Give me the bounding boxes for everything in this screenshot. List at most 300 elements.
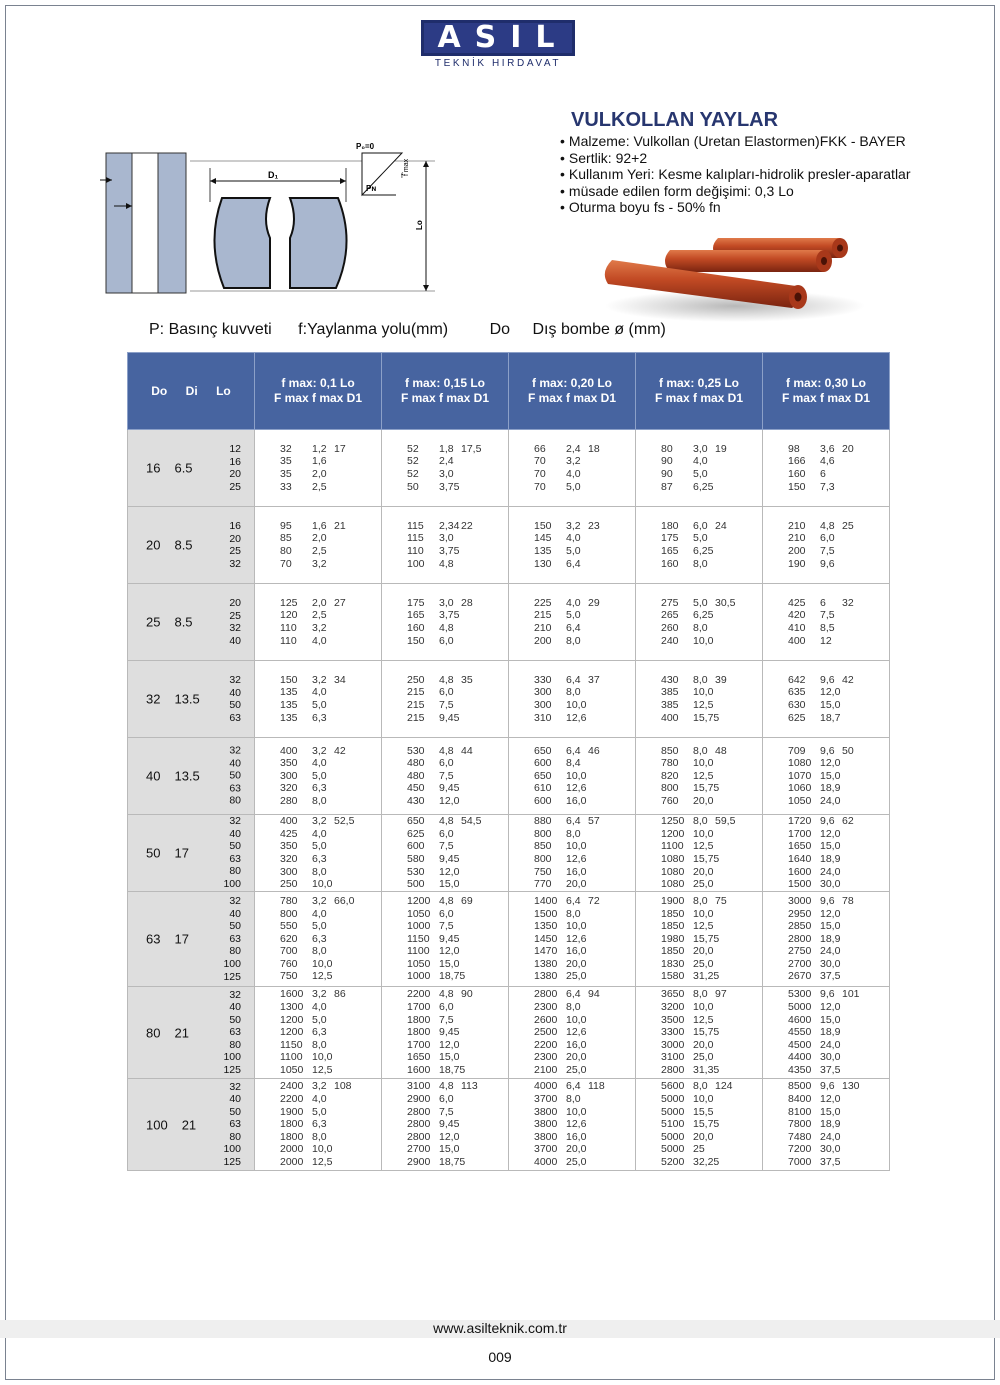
force-value: 2400	[280, 1080, 304, 1093]
value-cell	[509, 738, 636, 815]
force-value: 175	[407, 596, 425, 609]
deflection-value: 9,45	[439, 853, 460, 865]
force-value: 110	[280, 634, 297, 647]
deflection-value: 6,0	[439, 827, 454, 840]
value-row	[788, 895, 889, 908]
value-row	[280, 840, 381, 853]
value-row	[788, 815, 889, 828]
value-row	[661, 1118, 762, 1131]
force-value: 620	[280, 932, 298, 945]
force-value: 160	[661, 557, 679, 570]
dimension-cell	[128, 738, 255, 815]
force-value: 1400	[534, 894, 558, 907]
lo-value: 32	[229, 815, 241, 828]
force-value: 2700	[788, 957, 812, 970]
value-row	[407, 520, 508, 533]
value-row	[534, 782, 635, 795]
deflection-value: 18,9	[820, 1118, 841, 1131]
deflection-value: 12,5	[693, 769, 714, 782]
product-photo	[600, 228, 870, 323]
value-list	[382, 895, 508, 983]
force-value: 110	[280, 622, 297, 634]
force-value: 350	[280, 840, 298, 853]
value-row	[407, 895, 508, 908]
deflection-value: 4,0	[693, 455, 708, 468]
d1-value: 54,5	[461, 815, 482, 828]
deflection-value: 6,3	[312, 1026, 327, 1039]
force-value: 650	[534, 744, 552, 757]
force-value: 1500	[788, 878, 812, 891]
force-value: 70	[534, 455, 546, 468]
deflection-value: 6,25	[693, 609, 714, 622]
deflection-value: 6,4	[566, 622, 581, 634]
value-cell	[255, 584, 382, 661]
d1-value: 57	[588, 815, 600, 828]
deflection-value: 30,0	[820, 878, 841, 891]
deflection-value: 12,0	[439, 1130, 460, 1143]
d1-value: 94	[588, 988, 600, 1001]
value-row	[407, 1014, 508, 1027]
lo-value: 50	[229, 840, 241, 853]
force-value: 215	[534, 609, 552, 622]
value-list	[255, 815, 381, 891]
deflection-value: 3,0	[693, 442, 708, 455]
deflection-value: 20,0	[693, 945, 714, 958]
force-value: 225	[534, 596, 552, 609]
force-value: 70	[534, 480, 546, 493]
deflection-value: 12,5	[693, 1013, 714, 1026]
force-value: 165	[661, 545, 679, 557]
force-value: 1700	[407, 1038, 431, 1051]
value-cell	[509, 584, 636, 661]
force-value: 135	[280, 686, 298, 699]
force-value: 66	[534, 442, 546, 455]
d1-value: 66,0	[334, 894, 355, 907]
deflection-value: 3,2	[312, 622, 327, 634]
value-row	[534, 1156, 635, 1169]
value-row	[534, 795, 635, 808]
value-row	[661, 840, 762, 853]
force-value: 280	[280, 794, 298, 807]
value-row	[661, 597, 762, 610]
value-row	[661, 532, 762, 545]
deflection-value: 9,45	[439, 1026, 460, 1039]
force-value: 3000	[661, 1038, 685, 1051]
value-row	[407, 622, 508, 635]
force-value: 4000	[534, 1080, 558, 1093]
force-value: 1100	[407, 945, 430, 958]
deflection-value: 31,25	[693, 970, 720, 983]
deflection-value: 4,0	[566, 532, 581, 545]
deflection-value: 15,0	[439, 1051, 460, 1064]
do-value: 16	[146, 460, 161, 476]
value-row	[407, 1093, 508, 1106]
deflection-value: 2,5	[312, 480, 327, 493]
deflection-value: 16,0	[566, 1038, 587, 1051]
header-fmax-ratio: f max: 0,15 Lo	[404, 376, 486, 390]
deflection-value: 15,75	[693, 932, 720, 945]
value-row	[407, 481, 508, 494]
deflection-value: 2,5	[312, 545, 327, 557]
force-value: 215	[407, 699, 425, 711]
value-row	[661, 828, 762, 841]
force-value: 1600	[407, 1063, 431, 1076]
force-value: 4500	[788, 1038, 812, 1051]
force-value: 450	[407, 782, 425, 795]
force-value: 80	[661, 442, 673, 455]
deflection-value: 10,0	[566, 920, 587, 933]
deflection-value: 9,6	[820, 673, 835, 686]
force-value: 3300	[661, 1026, 685, 1039]
force-value: 425	[280, 827, 298, 840]
d1-value: 37	[588, 673, 600, 686]
lo-value: 63	[229, 1118, 241, 1131]
deflection-value: 4,8	[439, 744, 454, 757]
table-row	[128, 815, 890, 892]
do-di-values	[146, 692, 200, 707]
value-row	[534, 558, 635, 571]
force-value: 115	[407, 532, 424, 545]
force-value: 3650	[661, 988, 685, 1001]
force-value: 1800	[280, 1118, 304, 1131]
value-row	[534, 908, 635, 921]
lo-value: 125	[223, 1155, 241, 1168]
deflection-value: 12,0	[439, 865, 460, 878]
force-value: 300	[280, 865, 298, 878]
value-cell	[382, 738, 509, 815]
deflection-value: 15,75	[693, 1026, 720, 1039]
value-list	[763, 1080, 889, 1168]
deflection-value: 18,7	[820, 711, 841, 724]
do-value: 40	[146, 768, 161, 784]
center-rod	[132, 153, 158, 293]
force-value: 2750	[788, 945, 812, 958]
force-value: 1150	[280, 1038, 303, 1051]
deflection-value: 4,8	[439, 894, 454, 907]
dimension-cell	[128, 584, 255, 661]
di-value: 17	[174, 845, 189, 861]
value-row	[407, 745, 508, 758]
dimension-headers	[128, 384, 254, 399]
force-value: 750	[534, 865, 552, 878]
deflection-value: 3,75	[439, 480, 460, 493]
deflection-value: 3,6	[820, 442, 835, 455]
value-row	[280, 908, 381, 921]
legend-deflection: f:Yaylanma yolu(mm)	[298, 321, 449, 338]
deflection-value: 12,5	[693, 920, 714, 933]
value-row	[407, 920, 508, 933]
value-row	[280, 532, 381, 545]
force-value: 320	[280, 853, 298, 865]
deflection-value: 15,0	[820, 699, 841, 711]
header-value-labels: F max f max D1	[273, 391, 363, 405]
force-value: 98	[788, 442, 800, 455]
value-row	[280, 1106, 381, 1119]
force-value: 2800	[661, 1063, 685, 1076]
force-value: 300	[534, 686, 552, 699]
value-list	[636, 674, 762, 724]
d1-value: 46	[588, 744, 600, 757]
deflection-value: 4,8	[439, 815, 454, 828]
value-row	[407, 635, 508, 648]
force-value: 1580	[661, 970, 685, 983]
deflection-value: 6,3	[312, 711, 327, 724]
deflection-value: 4,8	[820, 519, 835, 532]
value-list	[636, 597, 762, 647]
force-value: 250	[280, 878, 298, 891]
value-row	[788, 988, 889, 1001]
d1-value: 27	[334, 596, 346, 609]
deflection-value: 5,0	[312, 1013, 327, 1026]
value-row	[280, 699, 381, 712]
force-value: 35	[280, 468, 292, 480]
value-row	[280, 920, 381, 933]
value-row	[661, 455, 762, 468]
value-row	[407, 443, 508, 456]
deflection-value: 1,2	[312, 442, 327, 455]
deflection-value: 6,0	[693, 519, 708, 532]
deflection-value: 12,0	[820, 827, 841, 840]
force-value: 3700	[534, 1093, 558, 1106]
value-row	[407, 970, 508, 983]
force-value: 2800	[407, 1105, 431, 1118]
value-row	[788, 920, 889, 933]
value-row	[534, 895, 635, 908]
value-row	[534, 1131, 635, 1144]
deflection-value: 10,0	[566, 1013, 587, 1026]
force-value: 32	[280, 442, 292, 455]
value-list	[509, 1080, 635, 1168]
value-row	[788, 520, 889, 533]
force-value: 210	[788, 532, 806, 545]
force-value: 90	[661, 468, 673, 480]
value-row	[407, 1064, 508, 1077]
header-dimensions	[128, 353, 255, 430]
value-cell	[636, 430, 763, 507]
force-value: 7800	[788, 1118, 812, 1131]
force-value: 1050	[407, 957, 431, 970]
deflection-value: 15,0	[820, 920, 841, 933]
force-value: 400	[280, 815, 298, 828]
di-value: 17	[174, 931, 189, 947]
value-row	[661, 635, 762, 648]
value-row	[280, 1001, 381, 1014]
deflection-value: 15,0	[820, 1013, 841, 1026]
value-row	[407, 468, 508, 481]
value-cell	[255, 892, 382, 987]
value-row	[788, 908, 889, 921]
deflection-value: 3,2	[566, 455, 581, 468]
force-value: 70	[280, 557, 292, 570]
value-list	[382, 443, 508, 493]
deflection-value: 5,0	[566, 480, 581, 493]
value-row	[534, 532, 635, 545]
deflection-value: 8,0	[312, 945, 327, 958]
deflection-value: 3,2	[312, 894, 327, 907]
deflection-value: 7,3	[820, 480, 835, 493]
lo-value: 32	[229, 988, 241, 1001]
force-value: 250	[407, 673, 425, 686]
force-value: 3000	[788, 894, 812, 907]
d1-value: 19	[715, 442, 727, 455]
value-row	[534, 712, 635, 725]
value-row	[788, 1039, 889, 1052]
d1-value: 48	[715, 744, 727, 757]
deflection-value: 10,0	[312, 957, 333, 970]
force-value: 215	[407, 686, 425, 699]
d1-label: D₁	[268, 170, 279, 180]
deflection-value: 10,0	[693, 907, 714, 920]
value-row	[280, 1080, 381, 1093]
lo-value: 20	[229, 596, 241, 609]
force-value: 115	[407, 519, 424, 532]
do-di-values	[146, 846, 189, 861]
table-row	[128, 738, 890, 815]
spring-left-half	[214, 198, 270, 288]
lo-value: 80	[229, 865, 241, 878]
force-value: 1650	[788, 840, 812, 853]
lo-value: 40	[229, 827, 241, 840]
deflection-value: 8,0	[566, 686, 581, 699]
value-row	[280, 520, 381, 533]
value-row	[407, 558, 508, 571]
value-row	[661, 1051, 762, 1064]
value-row	[407, 1001, 508, 1014]
deflection-value: 25,0	[693, 878, 714, 891]
deflection-value: 4,0	[312, 634, 327, 647]
value-row	[280, 945, 381, 958]
value-row	[280, 878, 381, 891]
d1-value: 39	[715, 673, 727, 686]
deflection-value: 4,0	[312, 757, 327, 770]
value-row	[280, 828, 381, 841]
value-row	[788, 1093, 889, 1106]
force-value: 5000	[661, 1093, 685, 1106]
force-value: 4400	[788, 1051, 812, 1064]
force-value: 3800	[534, 1118, 558, 1131]
deflection-value: 15,75	[693, 782, 720, 795]
deflection-value: 15,0	[820, 769, 841, 782]
force-value: 2670	[788, 970, 812, 983]
deflection-value: 12,0	[439, 945, 460, 958]
deflection-value: 8,0	[693, 557, 708, 570]
value-row	[534, 840, 635, 853]
force-value: 1200	[661, 827, 685, 840]
force-value: 2900	[407, 1093, 431, 1106]
force-value: 330	[534, 673, 552, 686]
value-row	[407, 945, 508, 958]
deflection-value: 15,0	[439, 957, 460, 970]
force-value: 2500	[534, 1026, 558, 1039]
d1-value: 22	[461, 519, 473, 532]
lo-value: 80	[229, 794, 241, 807]
value-row	[280, 609, 381, 622]
d1-value: 78	[842, 894, 854, 907]
rod-middle	[665, 250, 832, 272]
legend-pressure: P: Basınç kuvveti	[149, 321, 272, 338]
value-row	[534, 920, 635, 933]
value-row	[280, 597, 381, 610]
deflection-value: 10,0	[566, 840, 587, 853]
deflection-value: 3,2	[312, 988, 327, 1001]
force-value: 800	[280, 907, 298, 920]
value-list	[763, 895, 889, 983]
value-row	[407, 815, 508, 828]
deflection-value: 8,0	[566, 1093, 581, 1106]
value-cell	[382, 507, 509, 584]
value-row	[280, 958, 381, 971]
value-row	[661, 853, 762, 866]
deflection-value: 12,5	[312, 1155, 333, 1168]
lo-value: 125	[223, 1063, 241, 1076]
value-row	[534, 1026, 635, 1039]
force-value: 1720	[788, 815, 812, 828]
deflection-value: 8,0	[312, 1130, 327, 1143]
value-row	[280, 1093, 381, 1106]
deflection-value: 9,45	[439, 932, 460, 945]
deflection-value: 30,0	[820, 957, 841, 970]
value-row	[661, 866, 762, 879]
value-row	[788, 597, 889, 610]
do-di-values	[146, 769, 200, 784]
deflection-value: 3,2	[312, 744, 327, 757]
p0-label: P₀=0	[356, 142, 375, 151]
value-row	[280, 481, 381, 494]
force-value: 700	[280, 945, 298, 958]
value-row	[788, 712, 889, 725]
d1-value: 97	[715, 988, 727, 1001]
d1-value: 44	[461, 744, 473, 757]
di-value: 6.5	[174, 460, 193, 476]
deflection-value: 2,0	[312, 596, 327, 609]
deflection-value: 10,0	[312, 878, 333, 891]
header-value-labels: F max f max D1	[527, 391, 617, 405]
deflection-value: 6,25	[693, 545, 714, 557]
page-title: VULKOLLAN YAYLAR	[571, 109, 779, 131]
value-cell	[763, 892, 890, 987]
value-list	[636, 745, 762, 808]
force-value: 150	[407, 634, 425, 647]
value-row	[661, 558, 762, 571]
value-row	[661, 443, 762, 456]
value-row	[534, 878, 635, 891]
legend-outer-diameter: Dış bombe ø (mm)	[532, 321, 666, 338]
deflection-value: 2,5	[312, 609, 327, 622]
deflection-value: 20,0	[693, 1130, 714, 1143]
force-value: 820	[661, 769, 679, 782]
force-value: 530	[407, 865, 425, 878]
value-row	[407, 1143, 508, 1156]
force-value: 2000	[280, 1155, 304, 1168]
deflection-value: 5,0	[566, 545, 581, 557]
value-row	[788, 635, 889, 648]
force-value: 125	[280, 596, 298, 609]
logo-name: ASIL	[437, 20, 569, 55]
header-fmax-ratio: f max: 0,25 Lo	[658, 376, 740, 390]
value-row	[661, 1014, 762, 1027]
deflection-value: 30,0	[820, 1051, 841, 1064]
d1-value: 21	[334, 519, 346, 532]
deflection-value: 20,0	[566, 1143, 587, 1156]
force-value: 95	[280, 519, 292, 532]
deflection-value: 4,0	[566, 468, 581, 480]
deflection-value: 18,75	[439, 970, 466, 983]
deflection-value: 12,6	[566, 932, 587, 945]
deflection-value: 4,8	[439, 622, 454, 634]
dimension-cell	[128, 661, 255, 738]
lo-value: 40	[229, 907, 241, 920]
lo-values	[223, 895, 241, 983]
